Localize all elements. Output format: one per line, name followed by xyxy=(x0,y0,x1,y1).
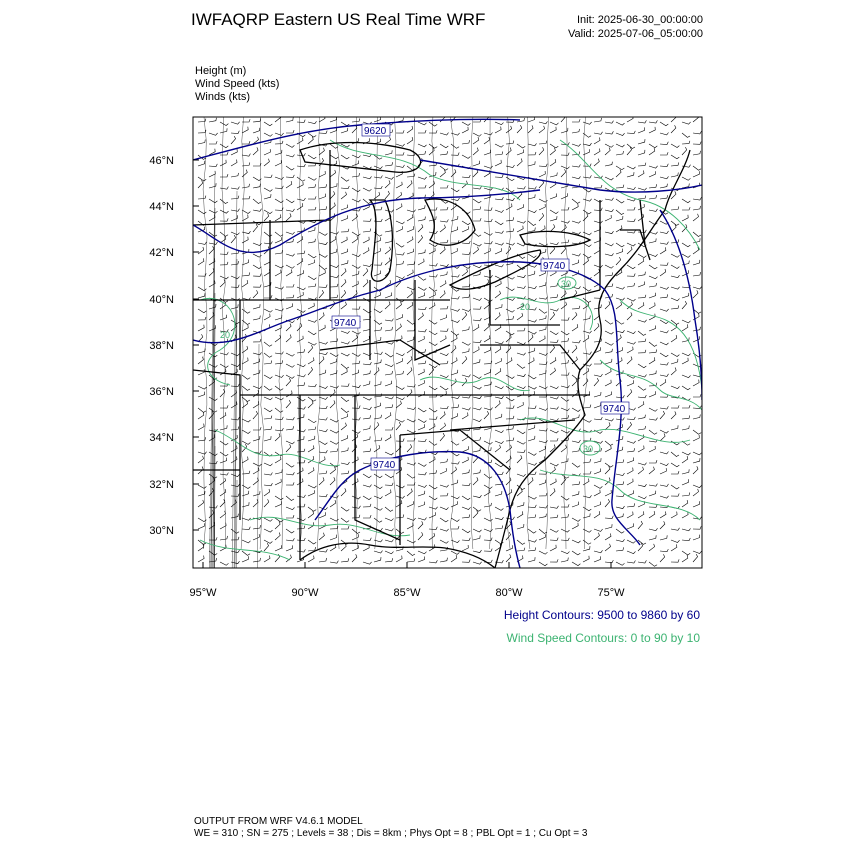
variable-height: Height (m) xyxy=(195,65,247,77)
lat-label-38: 38°N xyxy=(149,340,174,352)
lat-label-30: 30°N xyxy=(149,525,174,537)
lon-label-80: 80°W xyxy=(495,587,523,599)
height-label-4: 9740 xyxy=(603,404,626,415)
height-contours-legend: Height Contours: 9500 to 9860 by 60 xyxy=(503,608,700,622)
lon-label-75: 75°W xyxy=(597,587,625,599)
map-title: IWFAQRP Eastern US Real Time WRF xyxy=(191,10,486,29)
wind-label-1: 30 xyxy=(583,444,594,454)
wind-contours-legend: Wind Speed Contours: 0 to 90 by 10 xyxy=(506,631,700,645)
wind-label-3: 20 xyxy=(220,330,231,340)
lat-label-46: 46°N xyxy=(149,155,174,167)
height-label-5: 9740 xyxy=(373,460,396,471)
model-info: OUTPUT FROM WRF V4.6.1 MODEL xyxy=(194,816,363,827)
height-label-2: 9740 xyxy=(543,261,566,272)
lon-label-90: 90°W xyxy=(291,587,319,599)
lat-label-34: 34°N xyxy=(149,432,174,444)
init-time: Init: 2025-06-30_00:00:00 xyxy=(577,14,703,26)
model-settings: WE = 310 ; SN = 275 ; Levels = 38 ; Dis = 8km ; Phys Opt = 8 ; PBL Opt = 1 ; Cu Opt = 3 xyxy=(194,828,588,839)
longitude-labels xyxy=(189,587,625,599)
lat-label-36: 36°N xyxy=(149,386,174,398)
valid-time: Valid: 2025-07-06_05:00:00 xyxy=(568,28,703,40)
lat-label-44: 44°N xyxy=(149,201,174,213)
lon-label-85: 85°W xyxy=(393,587,421,599)
wind-label-2: 30 xyxy=(561,279,572,289)
lon-label-95: 95°W xyxy=(189,587,217,599)
lat-label-32: 32°N xyxy=(149,479,174,491)
lat-label-42: 42°N xyxy=(149,247,174,259)
variable-winds: Winds (kts) xyxy=(195,91,250,103)
height-label-1: 9620 xyxy=(364,126,387,137)
map-background xyxy=(193,117,702,568)
latitude-labels xyxy=(149,155,174,537)
variable-wind-speed: Wind Speed (kts) xyxy=(195,78,280,90)
height-label-3: 9740 xyxy=(334,318,357,329)
wind-label-4: 20 xyxy=(520,302,531,312)
lat-label-40: 40°N xyxy=(149,294,174,306)
